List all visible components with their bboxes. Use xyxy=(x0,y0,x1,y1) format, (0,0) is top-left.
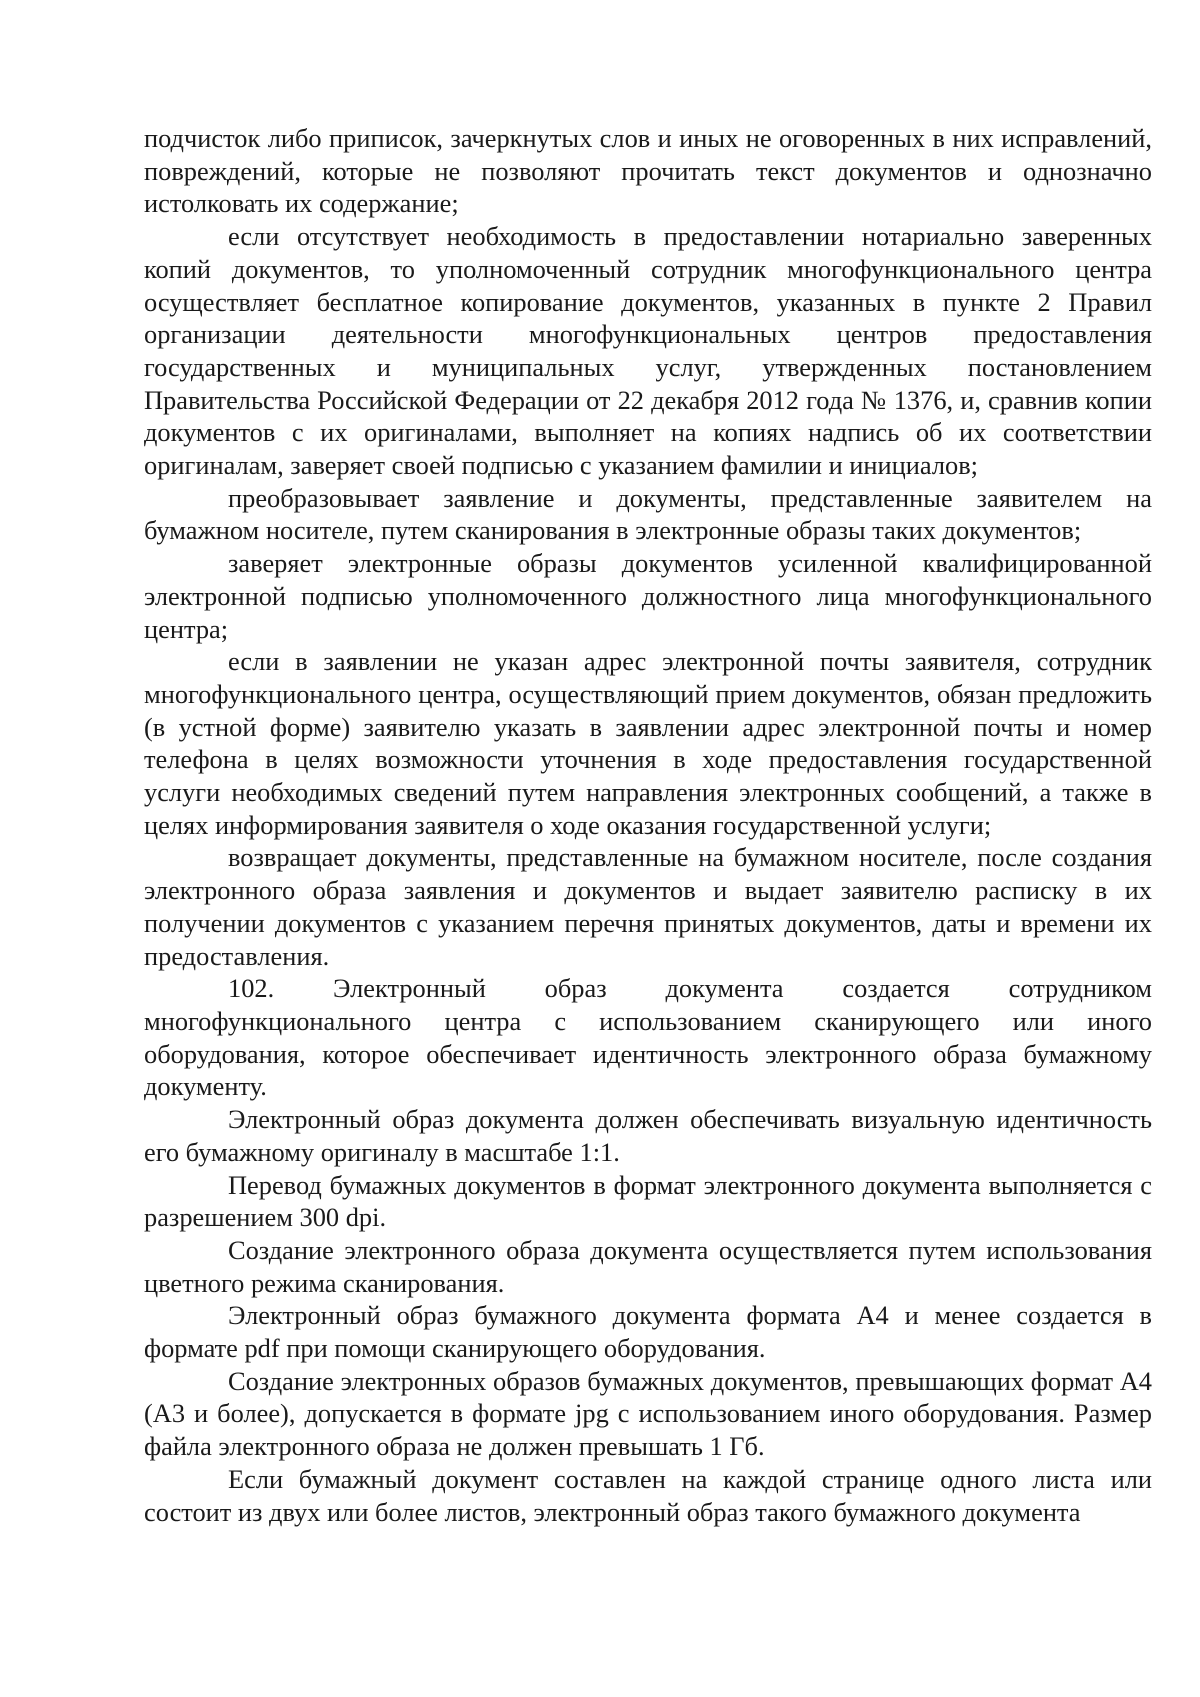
paragraph-a3-jpg: Создание электронных образов бумажных документов, превышающих формат А4 (А3 и более), допускается в формате jpg с использованием иного оборудования. Размер файла электронного образа не должен превышать 1 Гб. xyxy=(144,1365,1152,1462)
paragraph-return-documents: возвращает документы, представленные на бумажном носителе, после создания электронного образа заявления и документов и выдает заявителю расписку в их получении документов с указанием перечня принятых документов, даты и времени их предоставления. xyxy=(144,842,1152,971)
paragraph-scanning: преобразовывает заявление и документы, представленные заявителем на бумажном носителе, путем сканирования в электронные образы таких документов; xyxy=(144,482,1152,546)
paragraph-102: 102. Электронный образ документа создается сотрудником многофункционального центра с использованием сканирующего или иного оборудования, которое обеспечивает идентичность электронного образа бумажному документу. xyxy=(144,973,1152,1102)
document-body xyxy=(144,122,1152,1528)
paragraph-notarized-copies: если отсутствует необходимость в предоставлении нотариально заверенных копий документов, то уполномоченный сотрудник многофункционального центра осуществляет бесплатное копирование документов, указанных в пункте 2 Правил организации деятельности многофункциональных центров предоставления государственных и муниципальных услуг, утвержденных постановлением Правительства Российской Федерации от 22 декабря 2012 года № 1376, и, сравнив копии документов с их оригиналами, выполняет на копиях надпись об их соответствии оригиналам, заверяет своей подписью с указанием фамилии и инициалов; xyxy=(144,221,1152,481)
paragraph-resolution: Перевод бумажных документов в формат электронного документа выполняется с разрешением 300 dpi. xyxy=(144,1169,1152,1233)
paragraph-email: если в заявлении не указан адрес электронной почты заявителя, сотрудник многофункционального центра, осуществляющий прием документов, обязан предложить (в устной форме) заявителю указать в заявлении адрес электронной почты и номер телефона в целях возможности уточнения в ходе предоставления государственной услуги необходимых сведений путем направления электронных сообщений, а также в целях информирования заявителя о ходе оказания государственной услуги; xyxy=(144,646,1152,840)
paragraph-color-mode: Создание электронного образа документа осуществляется путем использования цветного режима сканирования. xyxy=(144,1234,1152,1298)
paragraph-signature: заверяет электронные образы документов усиленной квалифицированной электронной подписью уполномоченного должностного лица многофункционального центра; xyxy=(144,548,1152,644)
paragraph-continuation: подчисток либо приписок, зачеркнутых слов и иных не оговоренных в них исправлений, повреждений, которые не позволяют прочитать текст документов и однозначно истолковать их содержание; xyxy=(144,123,1152,219)
paragraph-a4-pdf: Электронный образ бумажного документа формата А4 и менее создается в формате pdf при помощи сканирующего оборудования. xyxy=(144,1300,1152,1364)
paragraph-multipage: Если бумажный документ составлен на каждой странице одного листа или состоит из двух или более листов, электронный образ такого бумажного документа xyxy=(144,1463,1152,1527)
paragraph-visual-identity: Электронный образ документа должен обеспечивать визуальную идентичность его бумажному оригиналу в масштабе 1:1. xyxy=(144,1104,1152,1167)
